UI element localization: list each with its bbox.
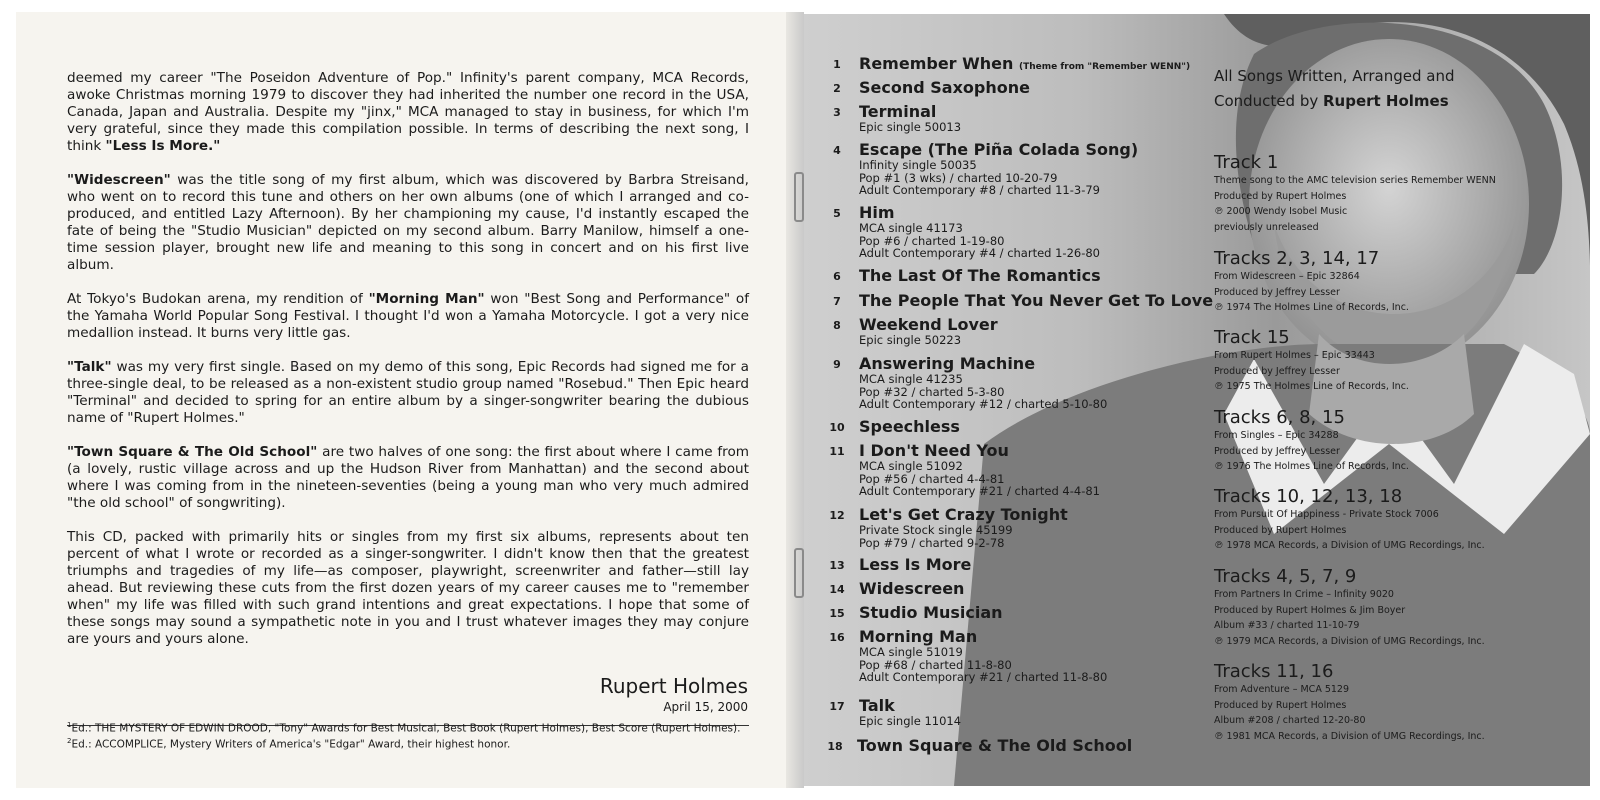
track-number: 12 (829, 509, 845, 522)
track-title: Studio Musician (859, 603, 1003, 622)
track-number: 10 (829, 421, 845, 434)
essay-paragraph (67, 172, 749, 274)
essay-text: deemed my career "The Poseidon Adventure of Pop." Infinity's parent company, MCA Records, awoke Christmas morning 1979 to discover they had inherited the number one record in the USA, Canada, Japan and Australia. Despite my "jinx," MCA managed to stay in business, for which I'm very grateful, since they made this compilation possible. In terms of describing the next song, I think (67, 70, 749, 154)
credit-heading: Tracks 2, 3, 14, 17 (1214, 248, 1380, 269)
track-info-line: Epic single 50223 (859, 333, 962, 347)
liner-notes-essay (67, 70, 749, 665)
track-info-line: Epic single 11014 (859, 714, 962, 728)
track-info-line: Private Stock single 45199 (859, 523, 1013, 537)
credit-line: Produced by Rupert Holmes (1214, 524, 1347, 536)
credit-line: previously unreleased (1214, 221, 1319, 233)
credit-line: From Pursuit Of Happiness - Private Stock 7006 (1214, 509, 1439, 520)
credit-heading: Tracks 4, 5, 7, 9 (1214, 566, 1357, 587)
essay-paragraph (67, 70, 749, 155)
track-info-line: Epic single 50013 (859, 120, 962, 134)
track-title: Him (859, 203, 895, 222)
track-info-line: MCA single 41173 (859, 221, 963, 235)
footnote-text: Ed.: ACCOMPLICE, Mystery Writers of America's "Edgar" Award, their highest honor. (71, 738, 511, 751)
track-info-line: Pop #32 / charted 5-3-80 (859, 384, 1005, 399)
credit-line: ℗ 1975 The Holmes Line of Records, Inc. (1214, 381, 1409, 392)
essay-paragraph (67, 529, 749, 648)
credit-block (1214, 407, 1574, 475)
credit-block (1214, 152, 1574, 235)
track-title: Second Saxophone (859, 78, 1030, 97)
track-title: The People That You Never Get To Love (859, 291, 1214, 310)
credit-heading: Tracks 6, 8, 15 (1214, 407, 1345, 428)
credit-block (1214, 566, 1574, 649)
essay-text: was my very first single. Based on my demo of this song, Epic Records had signed me for a three-single deal, to be released as a non-existent studio group named "Rosebud." Then Epic heard "Terminal" and decided to spring for an entire album by a singer-songwriter bearing the dubious name of "Rupert Holmes." (67, 359, 749, 426)
track-title: I Don't Need You (859, 441, 1009, 460)
track-title: Escape (The Piña Colada Song) (859, 140, 1139, 159)
track-info (859, 524, 1013, 549)
track-title: Terminal (859, 102, 937, 121)
track-title: Speechless (859, 417, 960, 436)
signature-date: April 15, 2000 (663, 700, 748, 714)
track-title: Morning Man (859, 627, 978, 646)
essay-paragraph (67, 291, 749, 342)
credit-line: Produced by Rupert Holmes (1214, 190, 1347, 202)
credit-line: Produced by Rupert Holmes & Jim Boyer (1214, 604, 1406, 616)
credit-line: Album #33 / charted 11-10-79 (1214, 620, 1360, 631)
track-info-line: Adult Contemporary #8 / charted 11-3-79 (859, 183, 1101, 197)
track-title: The Last Of The Romantics (859, 266, 1101, 285)
track-number: 11 (829, 445, 845, 458)
credit-line: ℗ 1976 The Holmes Line of Records, Inc. (1214, 461, 1409, 472)
track-number: 5 (833, 207, 841, 220)
credit-line: ℗ 1978 MCA Records, a Division of UMG Recordings, Inc. (1214, 540, 1485, 551)
footnote-1 (67, 721, 740, 735)
footnote-mark: 1 (67, 721, 72, 729)
signature-name: Rupert Holmes (599, 674, 748, 698)
track-number: 14 (829, 583, 845, 596)
credit-line: Album #208 / charted 12-20-80 (1214, 715, 1366, 726)
credit-line: From Singles – Epic 34288 (1214, 430, 1339, 441)
track-title: Let's Get Crazy Tonight (859, 505, 1068, 524)
credit-line: From Partners In Crime – Infinity 9020 (1214, 589, 1394, 600)
credit-line: ℗ 1981 MCA Records, a Division of UMG Recordings, Inc. (1214, 730, 1485, 742)
track-number: 16 (829, 631, 845, 644)
essay-text: are two halves of one song: the first about where I came from (a lovely, rustic village across and up the Hudson River from Manhattan) and the second about where I was coming from in the nineteen-seventies (being a young man who very much admired "the old school" of songwriting). (67, 444, 750, 511)
track-number: 2 (833, 82, 841, 95)
track-title: Talk (859, 696, 895, 715)
track-info (859, 121, 961, 134)
track-number: 15 (829, 607, 845, 620)
footnote-2 (67, 737, 510, 751)
footnote-text: Ed.: THE MYSTERY OF EDWIN DROOD, "Tony" Awards for Best Musical, Best Book (Rupert Holmes), Best Score (Rupert Holmes). (71, 722, 741, 735)
track-number: 7 (833, 295, 841, 308)
staple-top (794, 172, 804, 222)
credit-heading: Track 15 (1214, 327, 1290, 348)
credit-line: ℗ 2000 Wendy Isobel Music (1214, 206, 1348, 217)
credit-line: From Widescreen – Epic 32864 (1214, 271, 1360, 282)
essay-text: This CD, packed with primarily hits or singles from my first six albums, represents about ten percent of what I wrote or recorded as a singer-songwriter. I didn't know then that the greatest triumphs and tragedies of my life—as composer, playwright, screenwriter and father—still lay ahead. But reviewing these cuts from the first dozen years of my career causes me to "remember when" my life was filled with such grand intentions and great expectations. I hope that some of these songs may sound a sympathetic note in you and I trust whatever images they may conjure are yours and yours alone. (67, 529, 749, 647)
credits-line (1214, 89, 1574, 114)
track-info-line: Infinity single 50035 (859, 158, 977, 172)
essay-paragraph (67, 444, 749, 512)
essay-text: won "Best Song and Performance" of the Yamaha World Popular Song Festival. I thought I'd won a Yamaha Motorcycle. I got a very nice medallion instead. It burns very little gas. (67, 291, 750, 341)
track-info-line: Adult Contemporary #21 / charted 11-8-80 (859, 670, 1108, 684)
track-number: 18 (827, 740, 843, 753)
track-info-line: MCA single 51019 (859, 645, 963, 659)
essay-text: was the title song of my first album, which was discovered by Barbra Streisand, who went on to record this tune and others on her own albums (one of which I arranged and co-produced, and entitled Lazy Afternoon). By her championing my cause, I'd instantly escaped the fate of being the "Studio Musician" depicted on my second album. Barry Manilow, himself a one-time session player, brought new life and meaning to this song in concert and on his first live album. (67, 172, 749, 273)
track-info (859, 222, 1100, 260)
credits-line-prefix: Conducted by (1214, 92, 1323, 110)
credit-block (1214, 327, 1574, 395)
booklet-spine (786, 12, 804, 788)
essay-song-title: "Less Is More." (105, 138, 221, 154)
track-subtitle: (Theme from "Remember WENN") (1019, 62, 1191, 72)
credit-heading: Track 1 (1214, 152, 1279, 173)
track-info-line: MCA single 51092 (859, 459, 963, 473)
track-info-line: Pop #1 (3 wks) / charted 10-20-79 (859, 170, 1058, 185)
track-info (859, 646, 1107, 684)
right-page (804, 14, 1590, 786)
credit-line: Produced by Jeffrey Lesser (1214, 365, 1340, 377)
track-number: 1 (833, 58, 841, 71)
essay-text: At Tokyo's Budokan arena, my rendition of (67, 291, 369, 307)
credits-header (1214, 64, 1574, 114)
credit-line: ℗ 1979 MCA Records, a Division of UMG Recordings, Inc. (1214, 635, 1485, 647)
track-info-line: Adult Contemporary #4 / charted 1-26-80 (859, 246, 1101, 260)
track-title (859, 54, 1190, 73)
track-title-text: Remember When (859, 54, 1014, 73)
track-info (859, 334, 961, 347)
track-title: Weekend Lover (859, 315, 998, 334)
track-info (859, 159, 1100, 197)
staple-bottom (794, 548, 804, 598)
track-info (859, 715, 961, 728)
track-title: Answering Machine (859, 354, 1036, 373)
credit-block (1214, 661, 1574, 744)
credit-line: From Rupert Holmes – Epic 33443 (1214, 350, 1375, 361)
credit-heading: Tracks 10, 12, 13, 18 (1214, 486, 1403, 507)
track-info-line: Pop #6 / charted 1-19-80 (859, 233, 1005, 248)
credit-heading: Tracks 11, 16 (1214, 661, 1334, 682)
credits-line: All Songs Written, Arranged and (1214, 67, 1455, 85)
track-info-line: Pop #68 / charted 11-8-80 (859, 657, 1012, 672)
track-number: 3 (833, 106, 841, 119)
footnote-mark: 2 (67, 737, 72, 745)
track-info-line: MCA single 41235 (859, 372, 963, 386)
track-info-line: Pop #56 / charted 4-4-81 (859, 471, 1005, 486)
essay-song-title: "Town Square & The Old School" (67, 444, 318, 460)
track-info (859, 373, 1107, 411)
essay-song-title: "Widescreen" (67, 172, 171, 188)
credits-artist-name: Rupert Holmes (1323, 92, 1449, 110)
signature-block (600, 674, 748, 714)
track-number: 9 (833, 358, 841, 371)
credit-line: Produced by Jeffrey Lesser (1214, 445, 1340, 457)
credit-line: Produced by Rupert Holmes (1214, 699, 1347, 711)
credit-line: From Adventure – MCA 5129 (1214, 684, 1350, 695)
track-info-line: Adult Contemporary #12 / charted 5-10-80 (859, 397, 1108, 411)
credit-line: Produced by Jeffrey Lesser (1214, 286, 1340, 298)
credit-block (1214, 248, 1574, 316)
track-number: 17 (829, 700, 845, 713)
essay-paragraph (67, 359, 749, 427)
track-title: Widescreen (859, 579, 965, 598)
track-number: 6 (833, 270, 841, 283)
track-info-line: Adult Contemporary #21 / charted 4-4-81 (859, 484, 1101, 498)
track-title: Town Square & The Old School (857, 736, 1133, 755)
credit-line: ℗ 1974 The Holmes Line of Records, Inc. (1214, 302, 1409, 313)
track-info (859, 460, 1100, 498)
track-title: Less Is More (859, 555, 972, 574)
track-info-line: Pop #79 / charted 9-2-78 (859, 535, 1005, 550)
track-number: 13 (829, 559, 845, 572)
track-number: 4 (833, 144, 841, 157)
essay-song-title: "Morning Man" (368, 291, 485, 307)
essay-song-title: "Talk" (67, 359, 112, 375)
credit-line: Theme song to the AMC television series Remember WENN (1214, 175, 1496, 186)
track-number: 8 (833, 319, 841, 332)
credit-block (1214, 486, 1574, 554)
